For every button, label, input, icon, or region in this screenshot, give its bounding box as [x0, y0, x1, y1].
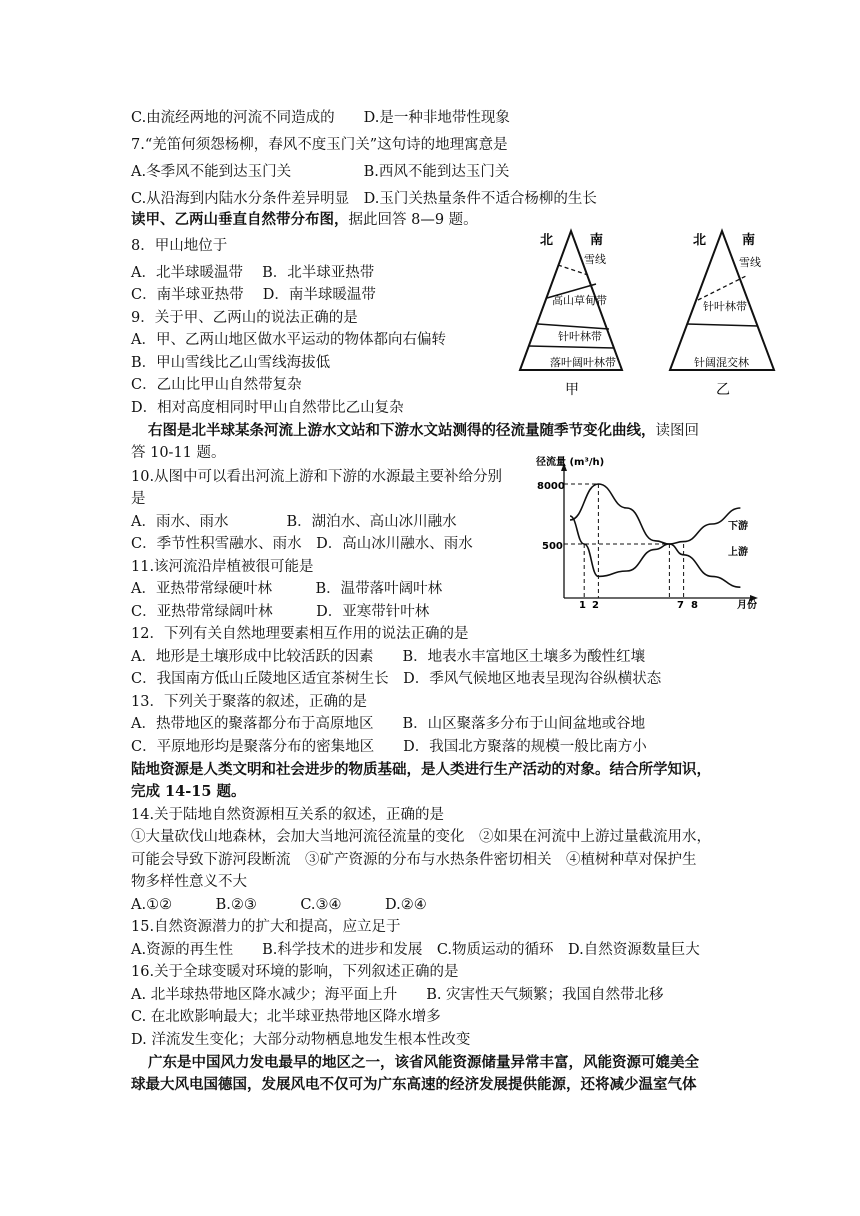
chart-axes — [561, 463, 758, 601]
jia-mountain — [520, 231, 622, 398]
q13-option-ab: A．热带地区的聚落都分布于高原地区 B．山区聚落多分布于山间盆地或谷地 — [131, 716, 646, 732]
mountain-zonation-figure — [510, 228, 780, 400]
q16-option-c: C. 在北欧影响最大；北半球亚热带地区降水增多 — [131, 1009, 441, 1025]
q10-option-cd: C．季节性积雪融水、雨水 D．高山冰川融水、雨水 — [131, 536, 473, 552]
q8-stem: 8．甲山地位于 — [131, 238, 228, 254]
jia-north-label: 北 — [540, 233, 554, 248]
runoff-chart — [532, 452, 770, 614]
q8-9-intro — [131, 210, 478, 230]
q9-option-b: B．甲山雪线比乙山雪线海拔低 — [131, 355, 331, 371]
q10-stem-cont: 是 — [131, 491, 146, 507]
chart-guides — [564, 484, 684, 598]
x-tick-1: 1 — [579, 600, 586, 611]
q14-statements-2: 可能会导致下游河段断流 ③矿产资源的分布与水热条件密切相关 ④植树种草对保护生 — [131, 852, 697, 868]
q11-option-cd: C．亚热带常绿阔叶林 D．亚寒带针叶林 — [131, 604, 430, 620]
q7-option-cd: C.从沿海到内陆水分条件差异明显 D.玉门关热量条件不适合杨柳的生长 — [131, 191, 597, 207]
yi-snowline-label: 雪线 — [739, 256, 761, 269]
q9-option-d: D．相对高度相同时甲山自然带比乙山复杂 — [131, 400, 404, 416]
x-tick-2: 2 — [592, 600, 599, 611]
q11-option-ab: A．亚热带常绿硬叶林 B．温带落叶阔叶林 — [131, 581, 443, 597]
jia-boundary-2 — [538, 324, 609, 329]
q12-option-ab: A．地形是土壤形成中比较活跃的因素 B．地表水丰富地区土壤多为酸性红壤 — [131, 649, 646, 665]
series-line-upstream — [570, 516, 740, 587]
q12-option-cd: C．我国南方低山丘陵地区适宜茶树生长 D．季风气候地区地表呈现沟谷纵横状态 — [131, 671, 662, 687]
q9-stem: 9．关于甲、乙两山的说法正确的是 — [131, 310, 358, 326]
q10-stem: 10.从图中可以看出河流上游和下游的水源最主要补给分别 — [131, 469, 503, 485]
series-label-downstream: 下游 — [728, 521, 748, 532]
y-tick-500: 500 — [542, 541, 563, 552]
yi-belt-1: 针叶林带 — [703, 300, 747, 313]
q10-11-intro — [148, 421, 699, 441]
q8-option-ab: A．北半球暖温带 B．北半球亚热带 — [131, 265, 375, 281]
q7-option-ab: A.冬季风不能到达玉门关 B.西风不能到达玉门关 — [131, 164, 510, 180]
q14-statements-1: ①大量砍伐山地森林，会加大当地河流径流量的变化 ②如果在河流中上游过量截流用水， — [131, 829, 711, 845]
x-tick-8: 8 — [691, 600, 698, 611]
chart-series — [570, 484, 740, 587]
q9-option-c: C．乙山比甲山自然带复杂 — [131, 377, 302, 393]
q14-statements-3: 物多样性意义不大 — [131, 874, 247, 890]
q15-stem: 15.自然资源潜力的扩大和提高，应立足于 — [131, 919, 401, 935]
jia-name: 甲 — [565, 382, 579, 398]
y-tick-8000: 8000 — [537, 481, 565, 492]
q15-options: A.资源的再生性 B.科学技术的进步和发展 C.物质运动的循环 D.自然资源数量巨大 — [131, 942, 700, 958]
yi-north-label: 北 — [693, 233, 707, 248]
jia-belt-3: 落叶阔叶林带 — [550, 356, 616, 369]
jia-boundary-3 — [529, 346, 614, 348]
jia-belt-1: 高山草甸带 — [552, 294, 607, 307]
q16-option-ab: A. 北半球热带地区降水减少；海平面上升 B. 灾害性天气频繁；我国自然带北移 — [131, 987, 664, 1003]
yi-belt-2: 针阔混交林 — [694, 356, 749, 369]
q14-stem: 14.关于陆地自然资源相互关系的叙述，正确的是 — [131, 807, 445, 823]
q10-11-intro-rest: 读图回 — [655, 423, 699, 439]
yi-south-label: 南 — [742, 233, 756, 248]
q10-option-ab: A．雨水、雨水 B．湖泊水、高山冰川融水 — [131, 514, 457, 530]
wind-passage-2: 球最大风电国德国，发展风电不仅可为广东高速的经济发展提供能源，还将减少温室气体 — [131, 1076, 697, 1093]
q10-11-intro-bold: 右图是北半球某条河流上游水文站和下游水文站测得的径流量随季节变化曲线， — [148, 422, 656, 439]
x-tick-7: 7 — [677, 600, 684, 611]
q14-options: A.①② B.②③ C.③④ D.②④ — [131, 897, 427, 913]
series-label-upstream: 上游 — [728, 547, 748, 558]
q13-option-cd: C．平原地形均是聚落分布的密集地区 D．我国北方聚落的规模一般比南方小 — [131, 739, 647, 755]
yi-boundary-1 — [687, 324, 758, 326]
q14-15-intro: 陆地资源是人类文明和社会进步的物质基础，是人类进行生产活动的对象。结合所学知识， — [131, 761, 711, 778]
yi-mountain — [670, 231, 774, 398]
q16-stem: 16.关于全球变暖对环境的影响，下列叙述正确的是 — [131, 964, 459, 980]
q11-stem: 11.该河流沿岸植被很可能是 — [131, 559, 314, 575]
q8-9-intro-bold: 读甲、乙两山垂直自然带分布图， — [131, 211, 349, 228]
x-axis-label: 月份 — [737, 600, 757, 611]
jia-snowline-label: 雪线 — [584, 253, 606, 266]
q16-option-d: D. 洋流发生变化；大部分动物栖息地发生根本性改变 — [131, 1032, 471, 1048]
q14-15-intro-cont: 完成 14-15 题。 — [131, 783, 246, 800]
q10-11-intro-cont: 答 10-11 题。 — [131, 445, 226, 461]
q9-option-a: A．甲、乙两山地区做水平运动的物体都向右偏转 — [131, 332, 446, 348]
q8-9-intro-rest: 据此回答 8—9 题。 — [348, 212, 478, 228]
jia-belt-2: 针叶林带 — [558, 330, 602, 343]
q12-stem: 12．下列有关自然地理要素相互作用的说法正确的是 — [131, 626, 469, 642]
q6-option-cd: C.由流经两地的河流不同造成的 D.是一种非地带性现象 — [131, 110, 510, 126]
series-line-downstream — [570, 484, 740, 544]
yi-name: 乙 — [716, 382, 730, 398]
q7-stem: 7.“羌笛何须怨杨柳，春风不度玉门关”这句诗的地理寓意是 — [131, 137, 508, 153]
y-axis-label: 径流量 (m³/h) — [536, 457, 605, 468]
q13-stem: 13．下列关于聚落的叙述，正确的是 — [131, 694, 367, 710]
wind-passage-1: 广东是中国风力发电最早的地区之一，该省风能资源储量异常丰富，风能资源可媲美全 — [148, 1054, 699, 1071]
jia-south-label: 南 — [590, 233, 604, 248]
q8-option-cd: C．南半球亚热带 D．南半球暖温带 — [131, 287, 376, 303]
